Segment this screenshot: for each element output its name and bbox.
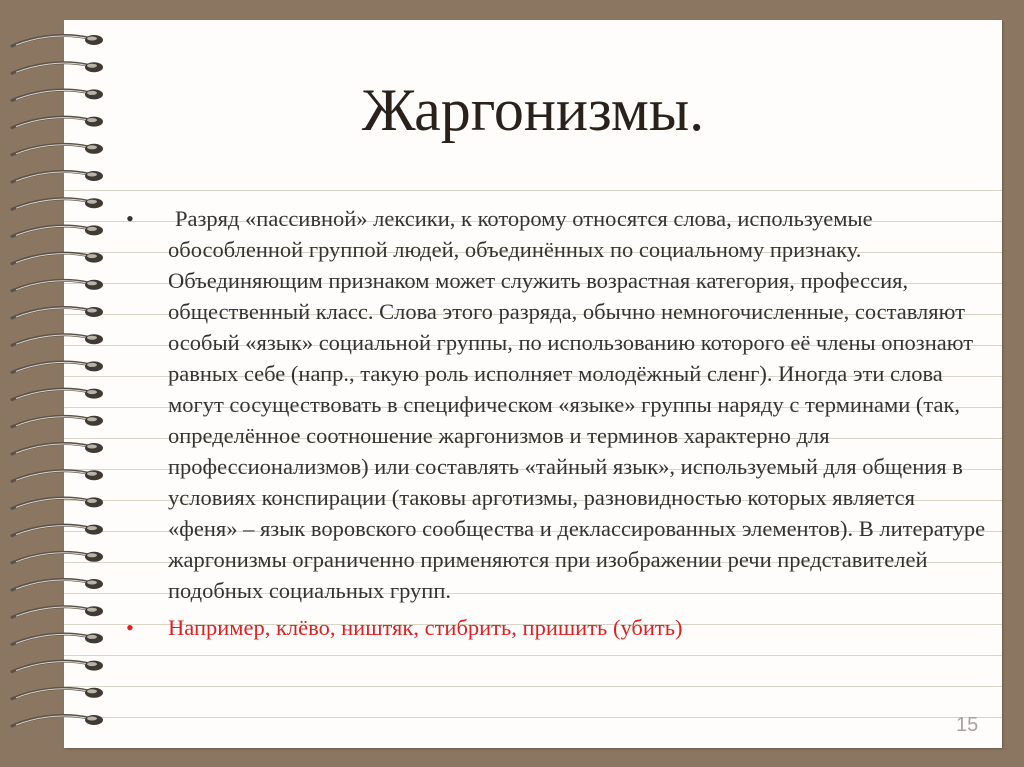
binding-ring-icon: [12, 443, 103, 454]
binding-ring-icon: [12, 715, 103, 726]
binding-ring-icon: [12, 361, 103, 372]
binding-ring-icon: [12, 633, 103, 644]
bullet-item-examples: [124, 612, 988, 643]
bullet-marker: •: [126, 206, 134, 231]
binding-ring-icon: [12, 579, 103, 590]
binding-ring-icon: [12, 661, 103, 672]
page-number: 15: [956, 714, 979, 736]
bullet-text: Разряд «пассивной» лексики, к которому относятся слова, используемые обособленной группой людей, объединённых по социальному признаку. Объединяющим признаком может служить возрастная категория, профессия, общественный класс. Слова этого разряда, обычно немногочисленные, составляют особый «язык» социальной группы, по использованию которого её члены опознают равных себе (напр., такую роль исполняет молодёжный сленг). Иногда эти слова могут сосуществовать в специфическом «языке» группы наряду с терминами (так, определённое соотношение жаргонизмов и терминов характерно для профессионализмов) или составлять «тайный язык», используемый для общения в условиях конспирации (таковы арготизмы, разновидностью которых является «феня» – язык воровского сообщества и деклассированных элементов). В литературе жаргонизмы ограниченно применяются при изображении речи представителей подобных социальных групп.: [168, 206, 986, 603]
slide-title: Жаргонизмы.: [361, 77, 705, 143]
bullet-text: Например, клёво, ништяк, стибрить, пришить (убить): [168, 615, 683, 640]
bullet-item-definition: [124, 203, 988, 606]
binding-ring-icon: [12, 416, 103, 427]
binding-ring-icon: [12, 280, 103, 291]
binding-ring-icon: [12, 688, 103, 699]
binding-ring-icon: [12, 171, 103, 182]
bullet-marker: •: [126, 615, 134, 640]
binding-ring-icon: [12, 470, 103, 481]
binding-ring-icon: [12, 225, 103, 236]
binding-ring-icon: [12, 389, 103, 400]
binding-ring-icon: [12, 35, 103, 46]
binding-ring-icon: [12, 334, 103, 345]
binding-ring-icon: [12, 497, 103, 508]
binding-ring-icon: [12, 307, 103, 318]
binding-ring-icon: [12, 253, 103, 264]
binding-ring-icon: [12, 525, 103, 536]
binding-ring-icon: [12, 552, 103, 563]
slide-body: [124, 203, 988, 643]
binding-ring-icon: [12, 606, 103, 617]
binding-ring-icon: [12, 198, 103, 209]
